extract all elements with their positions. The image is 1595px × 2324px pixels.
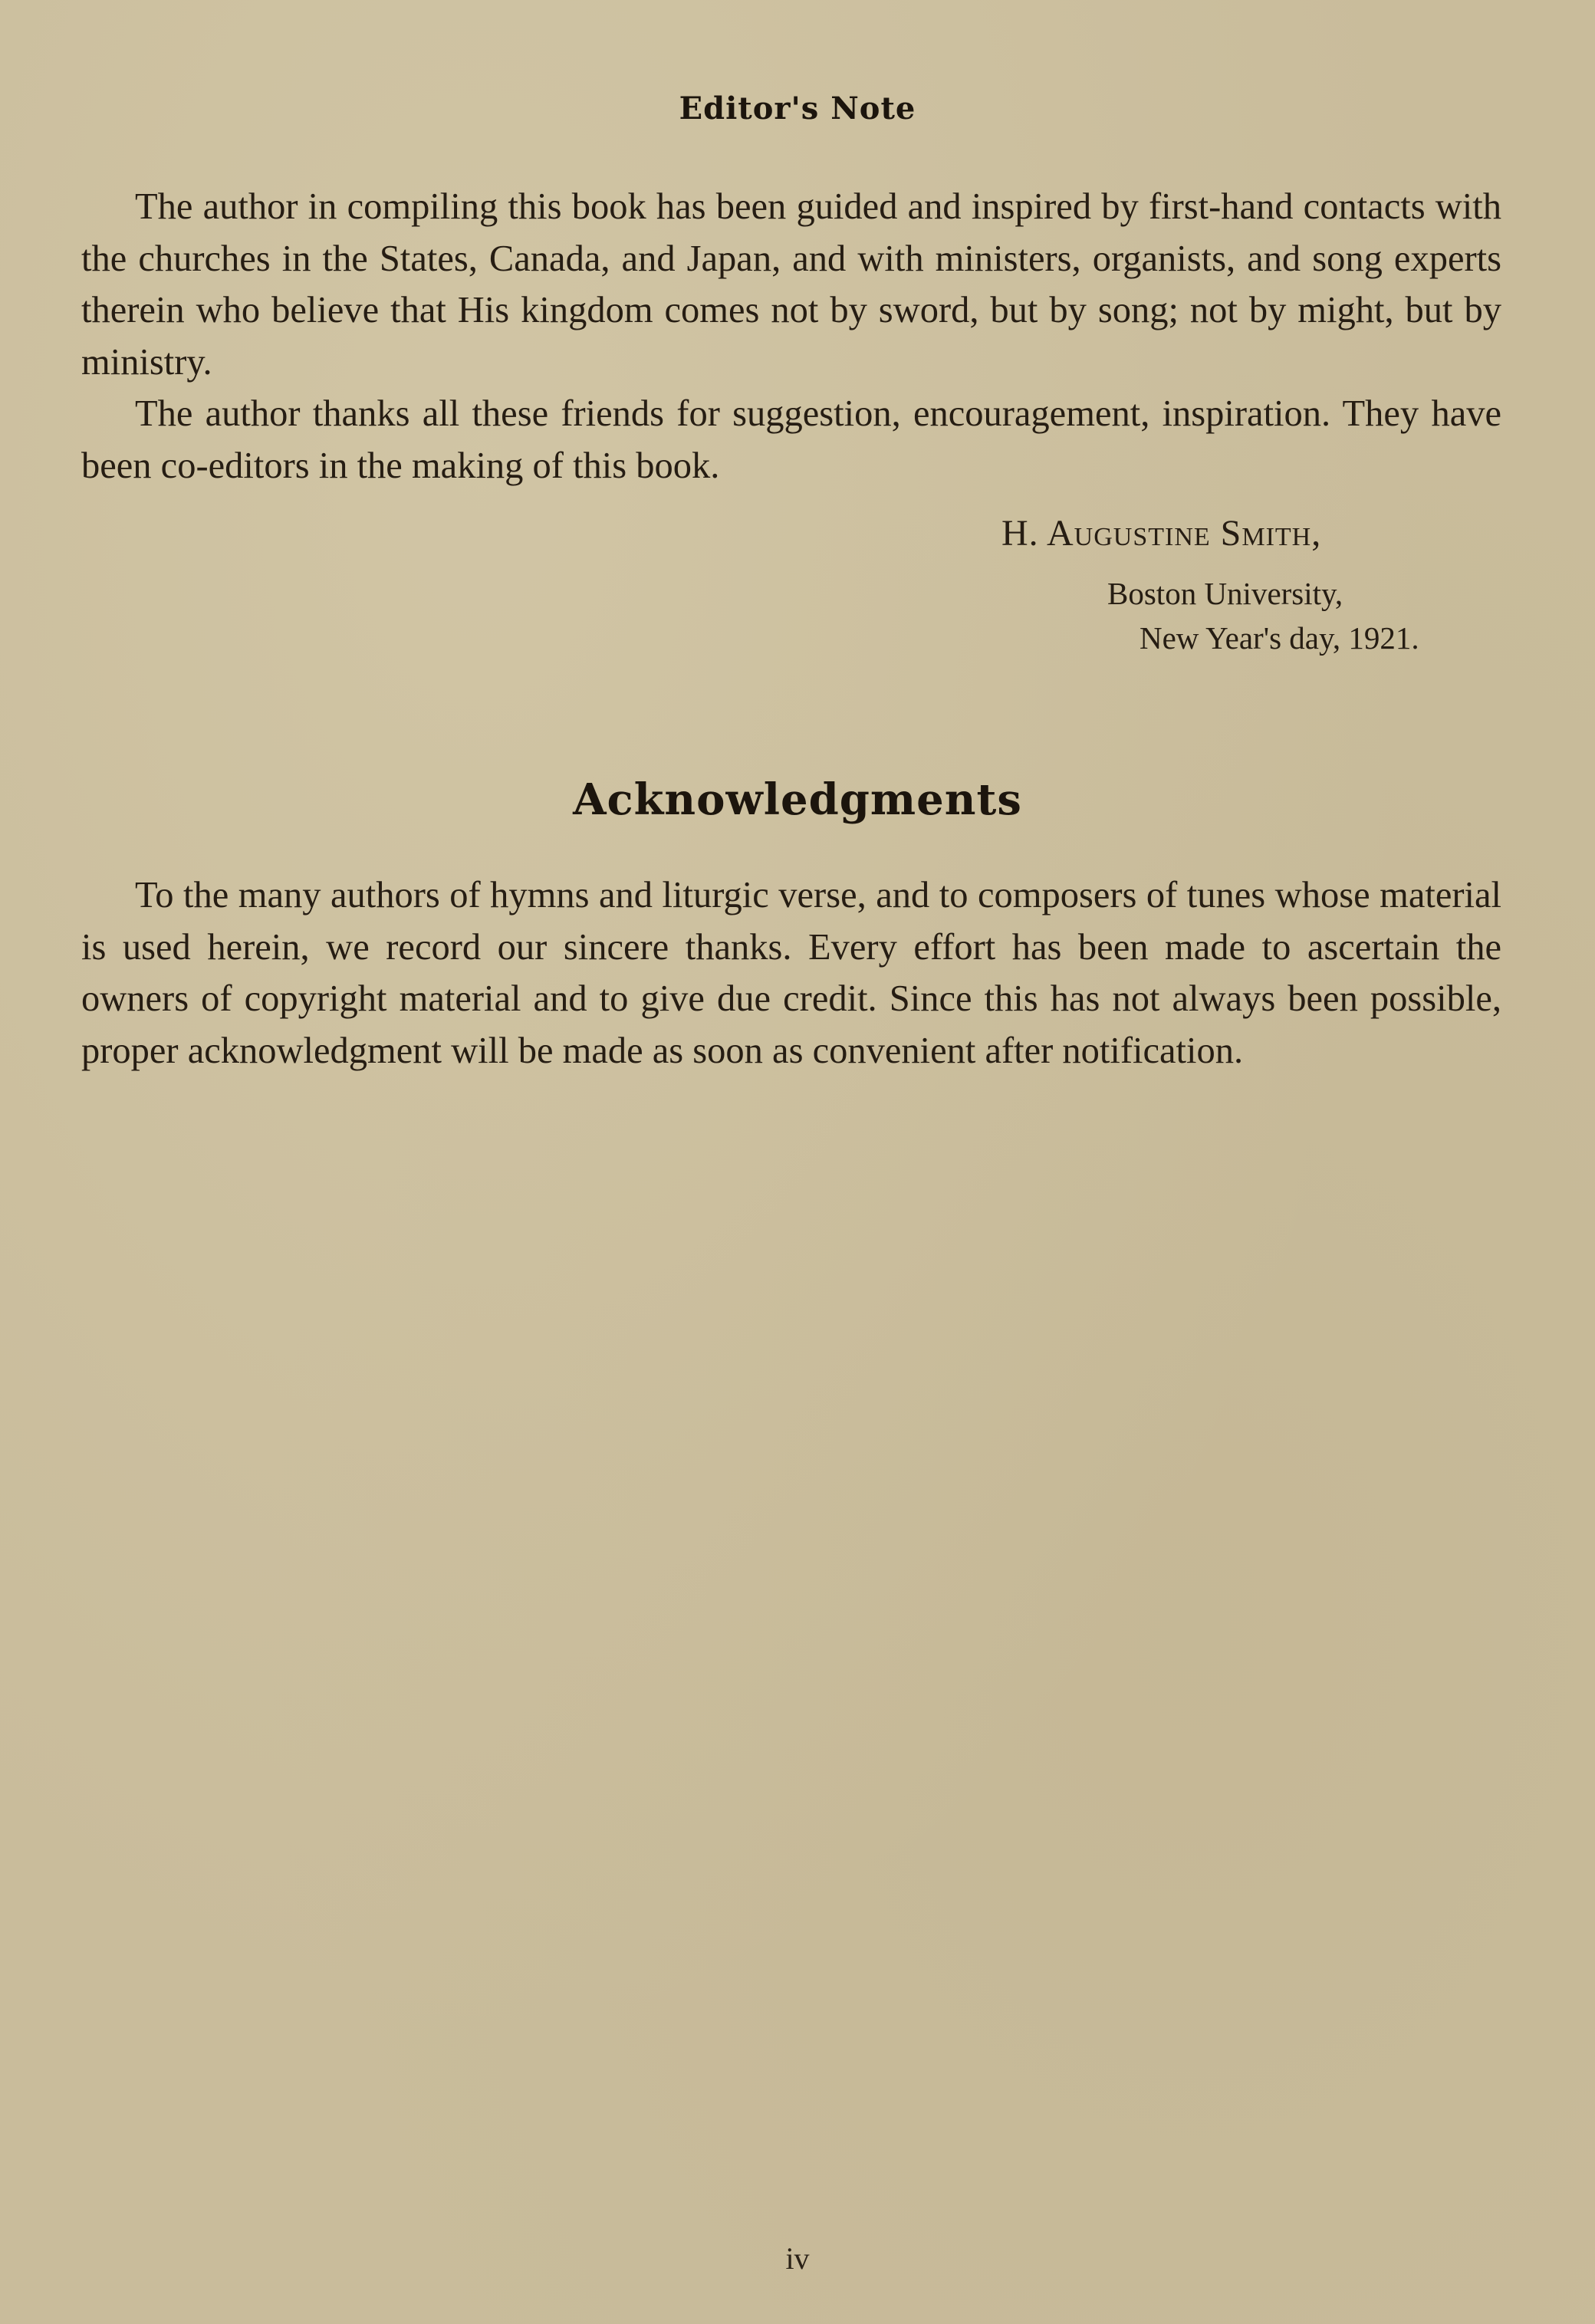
editors-note-paragraph-1: The author in compiling this book has been guided and inspired by first-hand contacts with the churches in the States, Canada, and Japan, and with ministers, organists, and song experts therein who believe that His kingdom comes not by sword, but by song; not by might, but by ministry. <box>81 186 1501 383</box>
editors-note-heading: Editor's Note <box>679 90 916 127</box>
note-date: New Year's day, 1921. <box>1140 620 1419 656</box>
editors-note-paragraph-2: The author thanks all these friends for suggestion, encouragement, inspiration. They have been co-editors in the making of this book. <box>81 393 1501 486</box>
acknowledgments-heading: Acknowledgments <box>573 774 1022 825</box>
page-number: iv <box>785 2241 810 2276</box>
author-affiliation: Boston University, <box>1107 576 1343 611</box>
author-signature: H. Augustine Smith, <box>1001 513 1322 554</box>
acknowledgments-paragraph: To the many authors of hymns and liturgic verse, and to composers of tunes whose material is used herein, we record our sincere thanks. Every effort has been made to ascertain the owners of copyright material and to give due credit. Since this has not always been possible, proper acknowledgment will be made as soon as convenient after notification. <box>81 875 1501 1071</box>
